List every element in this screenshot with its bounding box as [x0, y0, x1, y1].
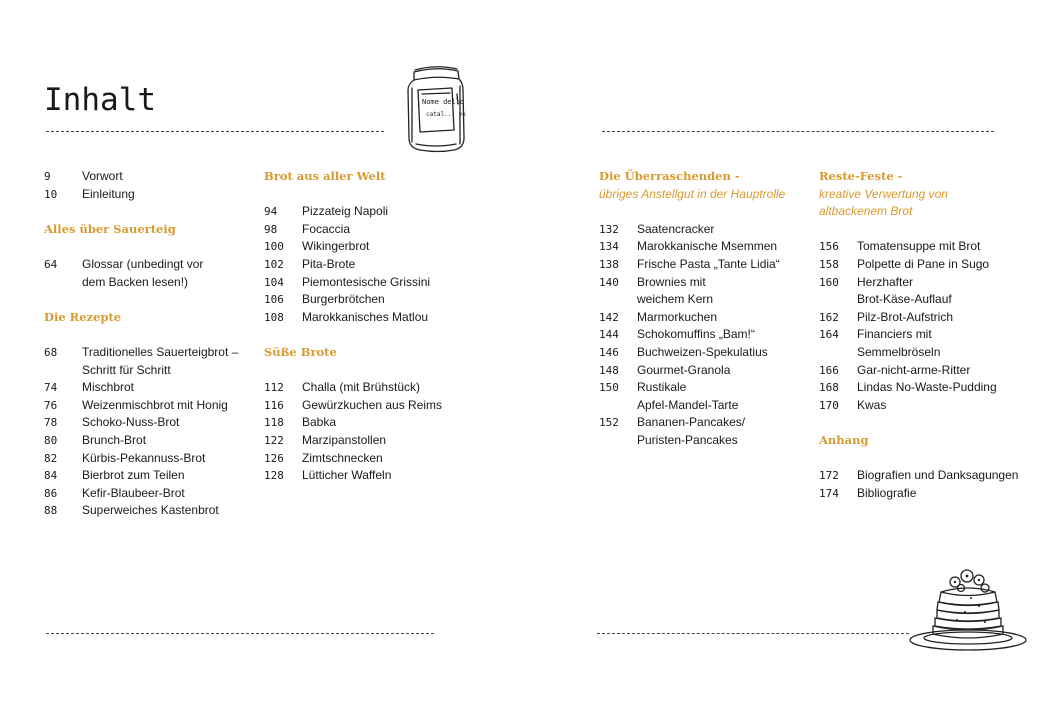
entry-title: Marokkanische Msemmen	[637, 239, 778, 254]
page-number: 76	[44, 398, 58, 412]
page-number: 138	[599, 257, 619, 271]
toc-entry[interactable]	[264, 414, 442, 432]
entry-title: Einleitung	[82, 186, 135, 201]
page-number: 174	[819, 486, 839, 500]
page-number: 122	[264, 433, 284, 447]
page-number: 126	[264, 451, 284, 465]
entry-title: Glossar (unbedingt vor dem Backen lesen!)	[82, 256, 204, 289]
page-number: 9	[44, 170, 51, 183]
entry-title: Schoko-Nuss-Brot	[82, 415, 180, 430]
section-heading: Süße Brote	[264, 344, 337, 359]
entry-title: Bibliografie	[857, 485, 917, 500]
toc-column-3	[599, 168, 785, 450]
page-number: 100	[264, 240, 284, 254]
entry-title: Weizenmischbrot mit Honig	[82, 397, 228, 412]
entry-title: Tomatensuppe mit Brot	[857, 239, 981, 254]
entry-title: Kwas	[857, 397, 887, 412]
page-number: 98	[264, 222, 278, 236]
toc-entry[interactable]	[819, 309, 1018, 327]
toc-entry[interactable]	[44, 186, 238, 204]
section-heading: Die Überraschenden -	[599, 169, 740, 183]
divider-top-left	[46, 131, 384, 132]
toc-entry[interactable]	[599, 379, 785, 414]
entry-title: Babka	[302, 415, 337, 430]
page-number: 78	[44, 416, 58, 430]
entry-title: Kefir-Blaubeer-Brot	[82, 485, 185, 500]
spacer	[44, 238, 238, 256]
entry-title: Superweiches Kastenbrot	[82, 503, 219, 518]
toc-entry[interactable]	[599, 221, 785, 239]
page-number: 142	[599, 310, 619, 324]
section-subtitle: übriges Anstellgut in der Hauptrolle	[599, 186, 786, 201]
entry-title: Brownies mit weichem Kern	[637, 274, 714, 307]
toc-entry[interactable]	[264, 450, 442, 468]
entry-title: Mischbrot	[82, 380, 135, 395]
spacer	[819, 414, 1018, 432]
page-number: 104	[264, 275, 284, 289]
toc-entry[interactable]	[264, 238, 442, 256]
toc-entry[interactable]	[599, 414, 785, 449]
entry-title: Schokomuffins „Bam!“	[637, 327, 755, 342]
section-subtitle: altbackenem Brot	[819, 204, 913, 219]
page-number: 150	[599, 381, 619, 395]
toc-entry[interactable]	[264, 221, 442, 239]
page-number: 170	[819, 398, 839, 412]
spacer	[44, 203, 238, 221]
page-title: Inhalt	[44, 82, 156, 118]
page-number: 166	[819, 363, 839, 377]
entry-title: Marzipanstollen	[302, 432, 387, 447]
toc-entry[interactable]	[44, 467, 238, 485]
spacer	[44, 326, 238, 344]
toc-entry[interactable]	[599, 344, 785, 362]
entry-title: Pilz-Brot-Aufstrich	[857, 309, 954, 324]
entry-title: Marmorkuchen	[637, 309, 718, 324]
toc-entry[interactable]	[44, 168, 238, 186]
toc-entry[interactable]	[819, 397, 1018, 415]
page-number: 162	[819, 310, 839, 324]
section-heading: Anhang	[819, 432, 869, 447]
divider-bottom-right	[597, 633, 909, 634]
entry-title: Financiers mit Semmelbröseln	[857, 327, 941, 359]
toc-entry[interactable]	[44, 432, 238, 450]
page-number: 116	[264, 398, 284, 412]
page-number: 106	[264, 293, 284, 307]
entry-title: Bierbrot zum Teilen	[82, 468, 185, 483]
toc-entry[interactable]	[44, 414, 238, 432]
page-number: 10	[44, 187, 58, 201]
toc-entry[interactable]	[819, 362, 1018, 380]
page-number: 128	[264, 469, 284, 483]
toc-entry[interactable]	[264, 203, 442, 221]
toc-entry[interactable]	[599, 274, 785, 309]
page-number: 152	[599, 416, 619, 430]
toc-entry[interactable]	[264, 309, 442, 327]
toc-column-2	[264, 168, 442, 485]
sourdough-jar-illustration	[400, 64, 472, 154]
toc-entry[interactable]	[819, 256, 1018, 274]
toc-entry[interactable]	[44, 502, 238, 520]
entry-title: Kürbis-Pekannuss-Brot	[82, 450, 206, 465]
page-number: 160	[819, 275, 839, 289]
pancake-stack-illustration	[905, 562, 1031, 662]
entry-title: Vorwort	[82, 169, 123, 183]
entry-title: Brunch-Brot	[82, 432, 147, 447]
page-number: 80	[44, 433, 58, 447]
entry-title: Pizzateig Napoli	[302, 204, 389, 219]
spacer	[264, 186, 442, 204]
page-number: 158	[819, 257, 839, 271]
section-subtitle: kreative Verwertung von	[819, 186, 948, 201]
toc-entry[interactable]	[819, 326, 1018, 361]
spacer	[44, 291, 238, 309]
page-number: 102	[264, 257, 284, 271]
toc-entry[interactable]	[264, 432, 442, 450]
toc-entry[interactable]	[264, 291, 442, 309]
section-heading: Brot aus aller Welt	[264, 169, 386, 183]
toc-column-4	[819, 168, 1018, 502]
page-number: 148	[599, 363, 619, 377]
page-number: 82	[44, 451, 58, 465]
entry-title: Gourmet-Granola	[637, 362, 731, 377]
page-number: 132	[599, 222, 619, 236]
spacer	[819, 450, 1018, 468]
page-number: 140	[599, 275, 619, 289]
toc-entry[interactable]	[599, 238, 785, 256]
toc-column-1	[44, 168, 238, 520]
page-number: 108	[264, 310, 284, 324]
divider-bottom-left	[46, 633, 434, 634]
page-number: 86	[44, 486, 58, 500]
page-number: 64	[44, 257, 58, 271]
toc-entry[interactable]	[819, 467, 1018, 485]
entry-title: Lütticher Waffeln	[302, 468, 392, 483]
page-number: 112	[264, 381, 284, 395]
toc-entry[interactable]	[819, 274, 1018, 309]
spacer	[819, 221, 1018, 239]
entry-title: Gar-nicht-arme-Ritter	[857, 362, 971, 377]
entry-title: Biografien und Danksagungen	[857, 468, 1019, 483]
spacer	[599, 203, 785, 221]
entry-title: Saatencracker	[637, 221, 715, 236]
spacer	[264, 326, 442, 344]
entry-title: Focaccia	[302, 221, 351, 236]
entry-title: Wikingerbrot	[302, 239, 370, 254]
page-number: 164	[819, 328, 839, 342]
page-number: 168	[819, 381, 839, 395]
entry-title: Burgerbrötchen	[302, 292, 385, 307]
toc-entry[interactable]	[44, 256, 238, 291]
toc-entry[interactable]	[264, 397, 442, 415]
toc-entry[interactable]	[819, 485, 1018, 503]
toc-entry[interactable]	[819, 238, 1018, 256]
toc-entry[interactable]	[599, 256, 785, 274]
page-number: 146	[599, 345, 619, 359]
entry-title: Frische Pasta „Tante Lidia“	[637, 256, 780, 271]
toc-entry[interactable]	[264, 274, 442, 292]
entry-title: Herzhafter Brot-Käse-Auflauf	[857, 274, 952, 307]
toc-entry[interactable]	[819, 379, 1018, 397]
page-number: 172	[819, 469, 839, 483]
entry-title: Bananen-Pancakes/ Puristen-Pancakes	[637, 415, 746, 447]
entry-title: Zimtschnecken	[302, 450, 383, 465]
divider-top-right	[602, 131, 994, 132]
page-number: 84	[44, 469, 58, 483]
page-number: 156	[819, 240, 839, 254]
toc-entry[interactable]	[264, 467, 442, 485]
toc-entry[interactable]	[44, 450, 238, 468]
entry-title: Rustikale Apfel-Mandel-Tarte	[637, 380, 739, 412]
toc-entry[interactable]	[599, 326, 785, 344]
entry-title: Lindas No-Waste-Pudding	[857, 380, 997, 395]
entry-title: Piemontesische Grissini	[302, 274, 431, 289]
page-number: 134	[599, 240, 619, 254]
section-heading: Die Rezepte	[44, 309, 122, 324]
toc-entry[interactable]	[44, 379, 238, 397]
page-number: 88	[44, 504, 58, 518]
jar-label-text: Nome dello	[422, 98, 465, 106]
jar-label-text-2: catal... vo	[426, 111, 466, 118]
page-number: 74	[44, 381, 58, 395]
section-heading: Alles über Sauerteig	[44, 221, 176, 236]
entry-title: Pita-Brote	[302, 256, 356, 271]
toc-entry[interactable]	[44, 485, 238, 503]
entry-title: Buchweizen-Spekulatius	[637, 344, 768, 359]
page-number: 94	[264, 205, 278, 219]
toc-entry[interactable]	[599, 362, 785, 380]
toc-entry[interactable]	[599, 309, 785, 327]
page-number: 144	[599, 328, 619, 342]
entry-title: Challa (mit Brühstück)	[302, 380, 421, 395]
entry-title: Gewürzkuchen aus Reims	[302, 397, 443, 412]
toc-entry[interactable]	[44, 397, 238, 415]
section-heading: Reste-Feste -	[819, 169, 903, 183]
page-number: 68	[44, 345, 58, 359]
toc-entry[interactable]	[264, 379, 442, 397]
entry-title: Marokkanisches Matlou	[302, 309, 429, 324]
page-number: 118	[264, 416, 284, 430]
toc-entry[interactable]	[44, 344, 238, 379]
entry-title: Polpette di Pane in Sugo	[857, 256, 990, 271]
entry-title: Traditionelles Sauerteigbrot – Schritt für Schritt	[82, 344, 239, 377]
toc-entry[interactable]	[264, 256, 442, 274]
spacer	[264, 362, 442, 380]
